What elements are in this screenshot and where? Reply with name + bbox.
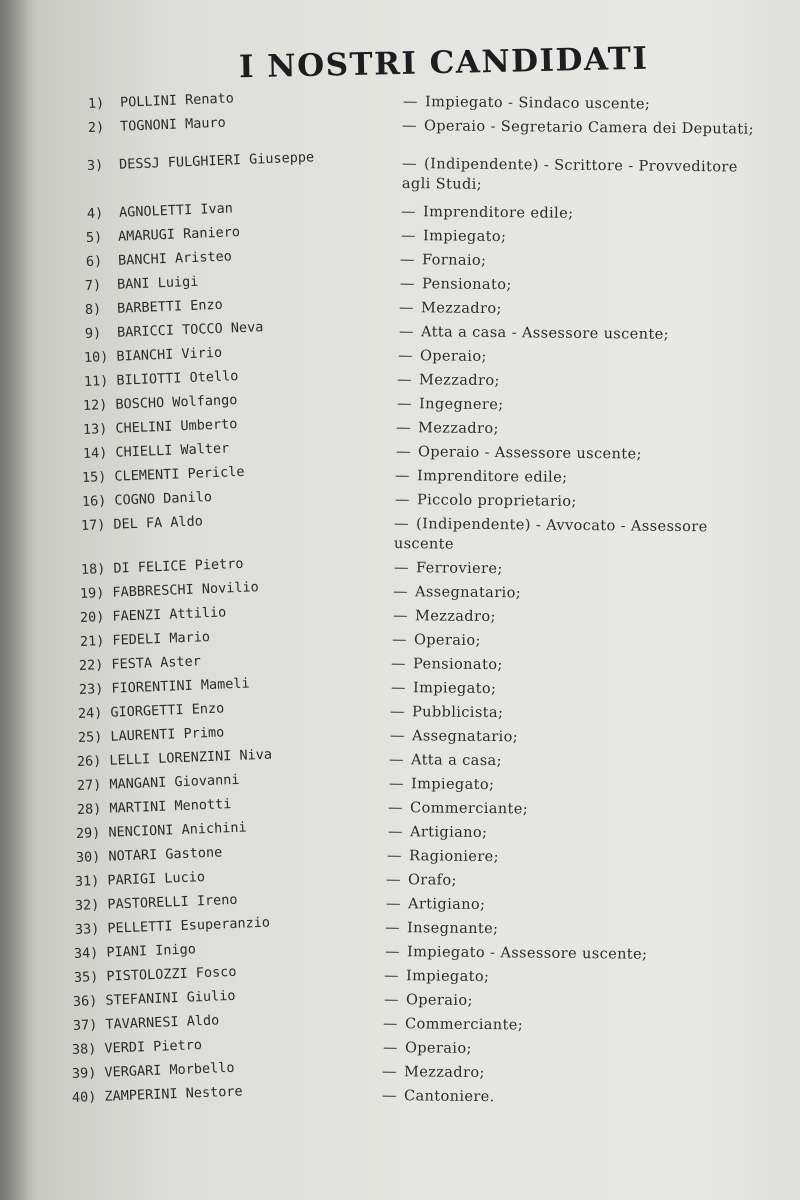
dash-separator: — [389,704,405,721]
candidate-fullname: FAENZI Attilio [112,604,227,625]
candidate-fullname: STEFANINI Giulio [105,987,236,1009]
candidate-name [74,941,196,962]
profession-text: Operaio - Segretario Camera dei Deputati; [423,118,754,138]
candidate-profession [394,558,754,582]
profession-text: Imprenditore edile; [422,204,574,222]
profession-text: Assegnatario; [414,584,522,602]
candidate-number: 9) [84,325,102,342]
candidate-fullname: BANCHI Aristeo [117,248,233,269]
page-title: I NOSTRI CANDIDATI [238,40,650,86]
dash-separator: — [400,204,416,221]
dash-separator: — [388,752,404,769]
candidate-number: 33) [74,921,100,938]
candidate-number: 6) [85,253,103,270]
candidate-fullname: AGNOLETTI Ivan [118,200,234,221]
candidate-number: 23) [78,681,104,698]
profession-text: (Indipendente) - Avvocato - Assessore uscente [393,516,708,553]
candidate-profession [390,726,750,750]
candidate-fullname: TAVARNESI Aldo [105,1012,220,1033]
dash-separator: — [402,156,418,173]
profession-text: (Indipendente) - Scrittore - Provveditore agli Studi; [401,156,738,193]
candidate-profession [382,1062,742,1086]
candidate-fullname: COGNO Danilo [114,489,213,509]
dash-separator: — [393,560,409,577]
dash-separator: — [384,920,400,937]
candidate-profession [399,298,759,322]
dash-separator: — [381,1088,397,1105]
dash-separator: — [402,94,418,111]
candidate-fullname: ZAMPERINI Nestore [104,1083,243,1105]
candidate-profession [391,678,751,702]
profession-text: Operaio; [404,1040,472,1057]
profession-text: Impiegato; [422,228,507,246]
candidate-number: 13) [82,421,108,438]
candidate-profession [383,1014,743,1038]
candidate-fullname: PASTORELLI Ireno [107,891,238,913]
candidate-fullname: DESSJ FULGHIERI Giuseppe [118,149,315,173]
candidate-fullname: BIANCHI Virio [116,344,223,365]
candidate-fullname: BANI Luigi [116,273,199,293]
candidate-profession [388,798,748,822]
dash-separator: — [395,420,411,437]
dash-separator: — [395,444,411,461]
candidate-number: 10) [83,349,109,366]
profession-text: Atta a casa - Assessore uscente; [420,324,670,343]
candidate-profession [386,870,746,894]
dash-separator: — [396,372,412,389]
profession-text: Atta a casa; [410,752,502,770]
candidate-number: 1) [87,95,105,112]
candidate-number: 17) [80,517,106,534]
dash-separator: — [398,324,414,341]
candidate-fullname: PIANI Inigo [106,941,197,961]
candidate-name [79,653,201,674]
candidate-number: 20) [79,609,105,626]
candidate-fullname: TOGNONI Mauro [119,114,227,135]
candidate-number: 37) [72,1017,98,1034]
dash-separator: — [388,776,404,793]
candidate-number: 34) [73,945,99,962]
dash-separator: — [385,872,401,889]
candidate-profession [388,822,748,846]
candidate-profession [394,514,754,558]
dash-separator: — [387,800,403,817]
dash-separator: — [381,1064,397,1081]
candidate-fullname: DEL FA Aldo [113,513,204,533]
candidate-fullname: LELLI LORENZINI Niva [109,746,273,769]
candidate-fullname: PELLETTI Esuperanzio [107,914,271,937]
candidate-number: 18) [80,561,106,578]
profession-text: Impiegato - Sindaco uscente; [424,94,651,113]
candidate-fullname: CHELINI Umberto [115,416,238,437]
candidate-fullname: PARIGI Lucio [107,869,206,889]
dash-separator: — [394,468,410,485]
candidate-profession [396,442,756,466]
candidate-fullname: BOSCHO Wolfango [115,392,238,413]
dash-separator: — [384,944,400,961]
candidate-fullname: DI FELICE Pietro [113,555,244,577]
candidate-profession [393,582,753,606]
profession-text: Impiegato - Assessore uscente; [406,944,648,963]
candidate-fullname: NENCIONI Anichini [108,819,247,841]
candidate-number: 28) [76,801,102,818]
candidate-fullname: FEDELI Mario [112,629,211,649]
candidate-number: 11) [83,373,109,390]
dash-separator: — [387,824,403,841]
profession-text: Assegnatario; [411,728,519,746]
candidate-fullname: POLLINI Renato [119,90,235,111]
dash-separator: — [400,228,416,245]
candidate-number: 27) [76,777,102,794]
dash-separator: — [399,252,415,269]
dash-separator: — [397,348,413,365]
profession-text: Ingegnere; [418,396,504,414]
profession-text: Operaio; [405,992,473,1009]
candidate-profession [393,606,753,630]
candidate-profession [383,1038,743,1062]
dash-separator: — [396,396,412,413]
candidate-number: 7) [84,277,102,294]
candidate-profession [400,250,760,274]
profession-text: Fornaio; [421,252,487,269]
profession-text: Ragioniere; [408,848,499,866]
candidate-number: 32) [74,897,100,914]
candidate-number: 36) [72,993,98,1010]
profession-text: Piccolo proprietario; [416,492,577,510]
profession-text: Operaio; [419,348,487,365]
candidate-row [0,149,800,198]
dash-separator: — [389,728,405,745]
candidate-fullname: BARBETTI Enzo [116,296,224,317]
dash-separator: — [394,516,410,533]
dash-separator: — [392,584,408,601]
candidate-profession [387,846,747,870]
candidate-profession [391,654,751,678]
candidate-fullname: CHIELLI Walter [115,440,230,461]
candidate-fullname: NOTARI Gastone [108,844,223,865]
candidate-profession [399,322,759,346]
candidate-number: 3) [86,157,104,174]
candidate-fullname: MARTINI Menotti [109,796,232,817]
candidate-fullname: FABBRESCHI Novilio [112,579,260,601]
candidate-name [81,513,203,534]
candidate-number: 14) [82,445,108,462]
candidate-fullname: FESTA Aster [111,653,202,673]
candidate-fullname: MANGANI Giovanni [109,771,240,793]
candidate-profession [401,226,761,250]
candidate-profession [389,750,749,774]
dash-separator: — [394,492,410,509]
candidate-name [87,200,233,222]
dash-separator: — [392,608,408,625]
candidate-number: 15) [81,469,107,486]
dash-separator: — [390,656,406,673]
candidate-fullname: GIORGETTI Enzo [110,700,225,721]
candidate-profession [392,630,752,654]
candidate-number: 39) [71,1065,97,1082]
profession-text: Mezzadro; [420,300,502,318]
candidate-profession [386,894,746,918]
candidate-number: 29) [75,825,101,842]
dash-separator: — [391,632,407,649]
profession-text: Ferroviere; [415,560,503,578]
profession-text: Artigiano; [409,824,488,842]
candidate-profession [403,92,763,116]
profession-text: Insegnante; [406,920,499,938]
dash-separator: — [383,968,399,985]
profession-text: Impiegato; [412,680,497,698]
dash-separator: — [390,680,406,697]
candidate-fullname: LAURENTI Primo [110,724,225,745]
profession-text: Impiegato; [410,776,495,794]
candidate-number: 5) [85,229,103,246]
candidate-profession [385,918,745,942]
candidate-row [0,1083,800,1130]
dash-separator: — [382,1016,398,1033]
candidate-profession [397,394,757,418]
profession-text: Operaio - Assessore uscente; [417,444,642,463]
profession-text: Mezzadro; [417,420,499,438]
dash-separator: — [386,848,402,865]
profession-text: Pensionato; [421,276,512,294]
candidate-number: 8) [84,301,102,318]
candidate-fullname: VERGARI Morbello [104,1059,235,1081]
candidate-fullname: PISTOLOZZI Fosco [106,963,237,985]
profession-text: Mezzadro; [414,608,496,626]
candidate-number: 40) [71,1089,97,1106]
candidate-profession [398,346,758,370]
candidate-row [0,513,800,558]
profession-text: Mezzadro; [418,372,500,390]
profession-text: Operaio; [413,632,481,649]
candidate-number: 35) [73,969,99,986]
candidate-profession [396,418,756,442]
candidate-row [0,114,800,160]
profession-text: Orafo; [407,872,457,889]
candidate-fullname: BILIOTTI Otello [116,368,239,389]
profession-text: Mezzadro; [403,1064,485,1082]
dash-separator: — [401,118,417,135]
candidate-profession [397,370,757,394]
profession-text: Commerciante; [404,1016,524,1034]
candidate-profession [384,966,744,990]
candidate-profession [395,490,755,514]
candidate-number: 4) [86,205,104,222]
profession-text: Impiegato; [405,968,490,986]
candidate-fullname: FIORENTINI Mameli [111,675,250,697]
profession-text: Artigiano; [407,896,486,914]
candidate-profession [400,274,760,298]
candidate-number: 30) [75,849,101,866]
dash-separator: — [382,1040,398,1057]
candidate-fullname: CLEMENTI Pericle [114,463,245,485]
candidate-number: 26) [76,753,102,770]
candidate-profession [401,202,761,226]
candidate-number: 25) [77,729,103,746]
candidate-name [85,274,199,294]
candidate-profession [402,116,762,140]
dash-separator: — [398,300,414,317]
profession-text: Pensionato; [412,656,503,674]
candidate-number: 38) [71,1041,97,1058]
candidate-profession [389,774,749,798]
candidate-profession [390,702,750,726]
candidate-number: 24) [77,705,103,722]
candidate-number: 22) [78,657,104,674]
profession-text: Commerciante; [409,800,529,818]
candidate-fullname: VERDI Pietro [104,1037,203,1057]
candidate-number: 12) [82,397,108,414]
dash-separator: — [385,896,401,913]
candidate-profession [395,466,755,490]
candidate-fullname: AMARUGI Raniero [117,224,241,245]
candidate-profession [385,942,745,966]
candidate-number: 2) [87,119,105,136]
profession-text: Cantoniere. [403,1088,495,1106]
candidate-name [88,90,234,112]
dash-separator: — [383,992,399,1009]
profession-text: Imprenditore edile; [416,468,568,486]
dash-separator: — [399,276,415,293]
candidate-profession [382,1086,742,1110]
candidate-profession [384,990,744,1014]
profession-text: Pubblicista; [411,704,504,722]
candidate-number: 21) [79,633,105,650]
candidate-number: 19) [79,585,105,602]
candidate-fullname: BARICCI TOCCO Neva [116,319,264,341]
candidate-number: 31) [74,873,100,890]
candidate-name [81,556,244,578]
candidate-number: 16) [81,493,107,510]
candidate-profession [402,154,762,198]
